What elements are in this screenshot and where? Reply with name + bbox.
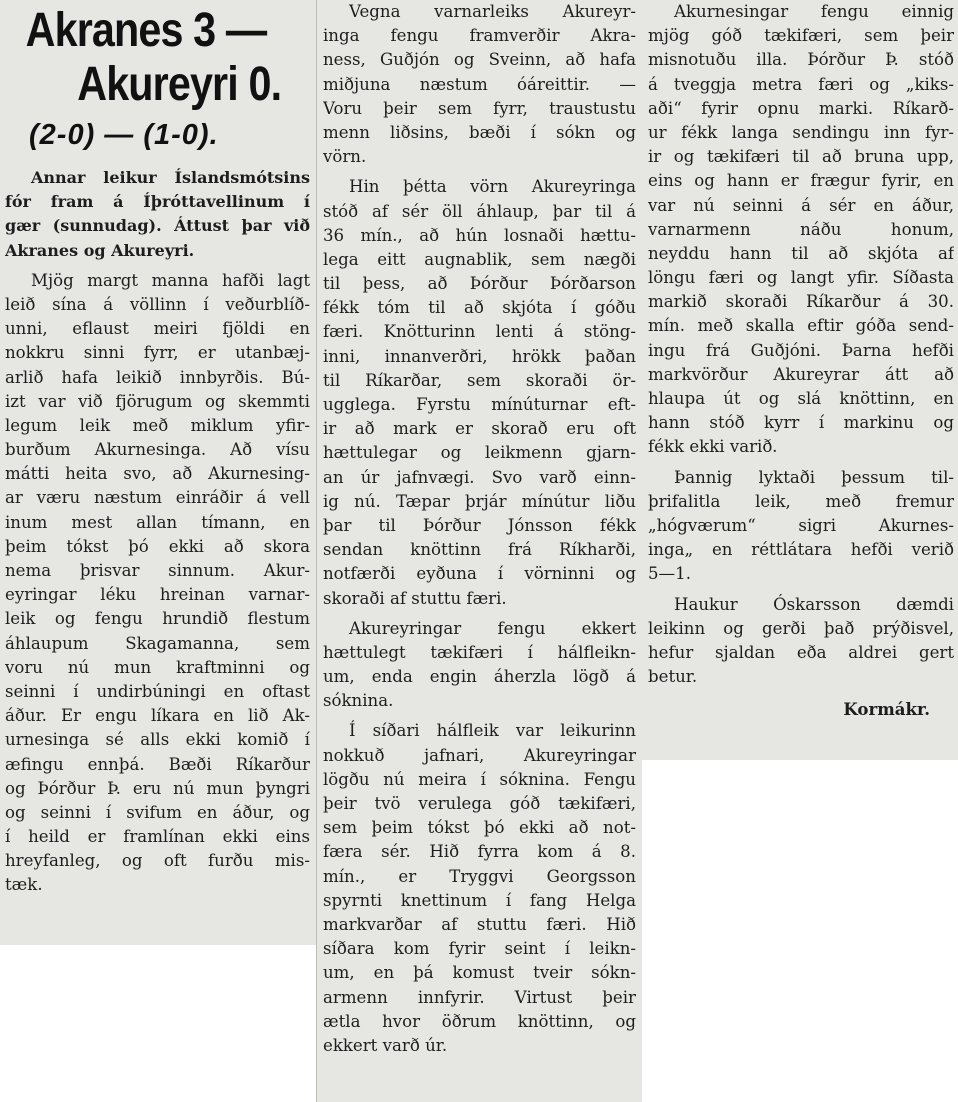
text-line: hefur sjaldan eða aldrei gert xyxy=(648,642,954,662)
text-line: markvarðar af stuttu færi. Hið xyxy=(323,914,636,934)
text-line: tæk. xyxy=(5,875,43,895)
subheadline: (2-0) — (1-0). xyxy=(29,119,219,151)
text-line: ir og tækifæri til að bruna upp, xyxy=(648,147,954,167)
column-2 xyxy=(316,0,642,1102)
text-line: áhlaupum Skagamanna, sem xyxy=(5,633,310,653)
text-line: þrifalitla leik, með fremur xyxy=(648,491,954,511)
text-line: ig nú. Tæpar þrjár mínútur liðu xyxy=(323,491,636,511)
text-line: Mjög margt manna hafði lagt xyxy=(31,270,310,290)
text-line: áður. Er engu líkara en lið Ak- xyxy=(5,706,310,726)
paragraph xyxy=(323,719,636,1058)
text-line: löngu færi og langt yfir. Síðasta xyxy=(648,268,954,288)
text-line: hann stóð kyrr í markinu og xyxy=(648,413,954,433)
text-line: nokkuð jafnari, Akureyringar xyxy=(323,745,636,765)
text-line: Þannig lyktaði þessum til- xyxy=(674,467,954,487)
text-line: aði“ fyrir opnu marki. Ríkarð- xyxy=(648,98,954,118)
text-line: hreyfanleg, og oft furðu mis- xyxy=(5,851,310,871)
text-line: unni, eflaust meiri fjöldi en xyxy=(5,319,310,339)
column-3 xyxy=(642,0,958,760)
text-line: ugglega. Fyrstu mínúturnar eft- xyxy=(323,395,636,414)
text-line: mjög góð tækifæri, sem þeir xyxy=(648,26,954,46)
text-line: hlaupa út og slá knöttinn, en xyxy=(648,389,954,408)
text-line: notfærði eyðuna í vörninni og xyxy=(323,564,636,584)
text-line: miðjuna næstum óáreittir. — xyxy=(323,74,636,94)
text-line: sóknina. xyxy=(323,691,394,711)
text-line: Akranes og Akureyri. xyxy=(5,240,195,260)
text-line: misnotuðu illa. Þórður Þ. stóð xyxy=(648,50,954,70)
text-line: armenn innfyrir. Virtust þeir xyxy=(323,987,636,1007)
text-line: betur. xyxy=(648,667,698,687)
text-line: neyddu hann til að skjóta af xyxy=(648,243,954,263)
text-line: og Þórður Þ. eru nú mun þyngri xyxy=(5,778,310,798)
text-line: í heild er framlínan ekki eins xyxy=(5,827,310,847)
text-line: gær (sunnudag). Áttust þar við xyxy=(5,216,310,236)
headline-line-2: Akureyri 0. xyxy=(77,58,282,111)
column-1 xyxy=(0,0,316,945)
text-line: ar væru næstum einráðir á vell xyxy=(5,488,310,508)
text-line: arlið hafa leikið innbyrðis. Bú- xyxy=(5,367,310,387)
text-line: lögðu nú meira í sóknina. Fengu xyxy=(323,769,636,789)
text-line: inga„ en réttlátara hefði verið xyxy=(648,540,954,560)
text-line: fékk tóm til að skjóta í góðu xyxy=(323,298,636,318)
text-line: þar til Þórður Jónsson fékk xyxy=(323,515,636,535)
text-line: menn liðsins, bæði í sókn og xyxy=(323,122,636,142)
text-line: síðara kom fyrir seint í leikn- xyxy=(323,939,636,959)
text-line: markið skoraði Ríkarður á 30. xyxy=(648,292,954,312)
text-line: nema þrisvar sinnum. Akur- xyxy=(5,561,310,580)
text-line: um, en þá komust tveir sókn- xyxy=(323,963,636,983)
text-line: markvörður Akureyrar átt að xyxy=(648,364,954,384)
text-line: þeim tókst þó ekki að skora xyxy=(5,536,310,556)
text-line: til Ríkarðar, sem skoraði ör- xyxy=(323,370,636,390)
text-line: Hin þétta vörn Akureyringa xyxy=(349,177,636,197)
text-line: izt var við fjörugum og skemmti xyxy=(5,391,310,411)
headline-line-1: Akranes 3 — xyxy=(25,4,267,57)
text-line: stóð af sér öll áhlaup, þar til á xyxy=(323,201,636,221)
text-line: 36 mín., að hún losnaði hættu- xyxy=(323,225,636,245)
text-line: „hógværum“ sigri Akurnes- xyxy=(648,515,954,535)
text-line: Annar leikur Íslandsmótsins xyxy=(31,168,310,187)
text-line: voru nú mun kraftminni og xyxy=(5,657,310,677)
text-line: mín. með skalla eftir góða send- xyxy=(648,316,954,336)
paragraph xyxy=(323,0,636,169)
text-line: ekkert varð úr. xyxy=(323,1035,448,1055)
text-line: fékk ekki varið. xyxy=(648,437,778,457)
author-signature: Kormákr. xyxy=(843,699,930,720)
text-line: mín., er Tryggvi Georgsson xyxy=(323,866,636,886)
text-line: til þess, að Þórður Þórðarson xyxy=(323,274,636,294)
text-line: ingu frá Guðjóni. Þarna hefði xyxy=(648,340,954,360)
text-line: æfingu ennþá. Bæði Ríkarður xyxy=(5,754,310,774)
text-line: inni, innanverðri, hrökk þaðan xyxy=(323,346,636,366)
text-line: legum leik með miklum yfir- xyxy=(5,415,310,435)
text-line: sem þeim tókst þó ekki að not- xyxy=(323,818,636,838)
text-line: Haukur Óskarsson dæmdi xyxy=(674,594,954,614)
text-line: og seinni í svifum en áður, og xyxy=(5,802,310,822)
paragraph xyxy=(323,617,636,714)
text-line: Akurnesingar fengu einnig xyxy=(674,2,954,21)
text-line: Akureyringar fengu ekkert xyxy=(349,618,636,638)
text-line: ur fékk langa sendingu inn fyr- xyxy=(648,122,954,142)
text-line: á tveggja metra færi og „kiks- xyxy=(648,74,954,94)
paragraph xyxy=(5,269,310,898)
text-line: an úr jafnvægi. Svo varð einn- xyxy=(323,467,636,487)
text-line: 5—1. xyxy=(648,564,691,584)
text-line: ness, Guðjón og Sveinn, að hafa xyxy=(323,50,636,70)
text-line: var nú seinni á sér en áður, xyxy=(648,195,954,215)
text-line: Í síðari hálfleik var leikurinn xyxy=(349,721,636,741)
text-line: mátti heita svo, að Akurnesing- xyxy=(5,464,310,484)
text-line: inum mest allan tímann, en xyxy=(5,512,310,532)
text-line: leið sína á völlinn í veðurblíð- xyxy=(5,294,310,314)
text-line: um, enda engin áherzla lögð á xyxy=(323,667,636,687)
text-line: leikinn og gerði það prýðisvel, xyxy=(648,618,954,638)
text-line: fór fram á Íþróttavellinum í xyxy=(5,192,310,212)
text-line: Voru þeir sem fyrr, traustustu xyxy=(323,98,636,118)
text-line: lega eitt augnablik, sem nægði xyxy=(323,249,636,269)
paragraph xyxy=(648,593,954,690)
paragraph xyxy=(648,466,954,587)
text-line: Vegna varnarleiks Akureyr- xyxy=(349,2,636,21)
text-line: eins og hann er frægur fyrir, en xyxy=(648,171,954,191)
text-line: inga fengu framverðir Akra- xyxy=(323,26,636,46)
text-line: burðum Akurnesinga. Að vísu xyxy=(5,440,310,460)
paragraph xyxy=(323,175,636,610)
text-line: nokkru sinni fyrr, er utanbæj- xyxy=(5,343,310,363)
text-line: eyringar léku hreinan varnar- xyxy=(5,585,310,605)
text-line: þeir tvö verulega góð tækifæri, xyxy=(323,794,636,813)
paragraph xyxy=(648,0,954,460)
text-line: skoraði af stuttu færi. xyxy=(323,588,507,608)
text-line: leik og fengu hrundið flestum xyxy=(5,609,310,629)
text-line: varnarmenn náðu honum, xyxy=(648,219,954,239)
text-line: urnesinga sé alls ekki komið í xyxy=(5,730,310,750)
text-line: hættulegt tækifæri í hálfleikn- xyxy=(323,642,636,662)
text-line: færi. Knötturinn lenti á stöng- xyxy=(323,322,636,342)
intro-paragraph xyxy=(5,166,310,263)
text-line: ir að mark er skorað eru oft xyxy=(323,419,636,439)
text-line: vörn. xyxy=(323,147,367,167)
text-line: ætla hvor öðrum knöttinn, og xyxy=(323,1011,636,1031)
text-line: sendan knöttinn frá Ríkharði, xyxy=(323,540,636,560)
text-line: seinni í undirbúningi en oftast xyxy=(5,681,310,701)
text-line: spyrnti knettinum í fang Helga xyxy=(323,890,636,910)
text-line: hættulegar og leikmenn gjarn- xyxy=(323,443,636,463)
text-line: færa sér. Hið fyrra kom á 8. xyxy=(323,842,636,862)
